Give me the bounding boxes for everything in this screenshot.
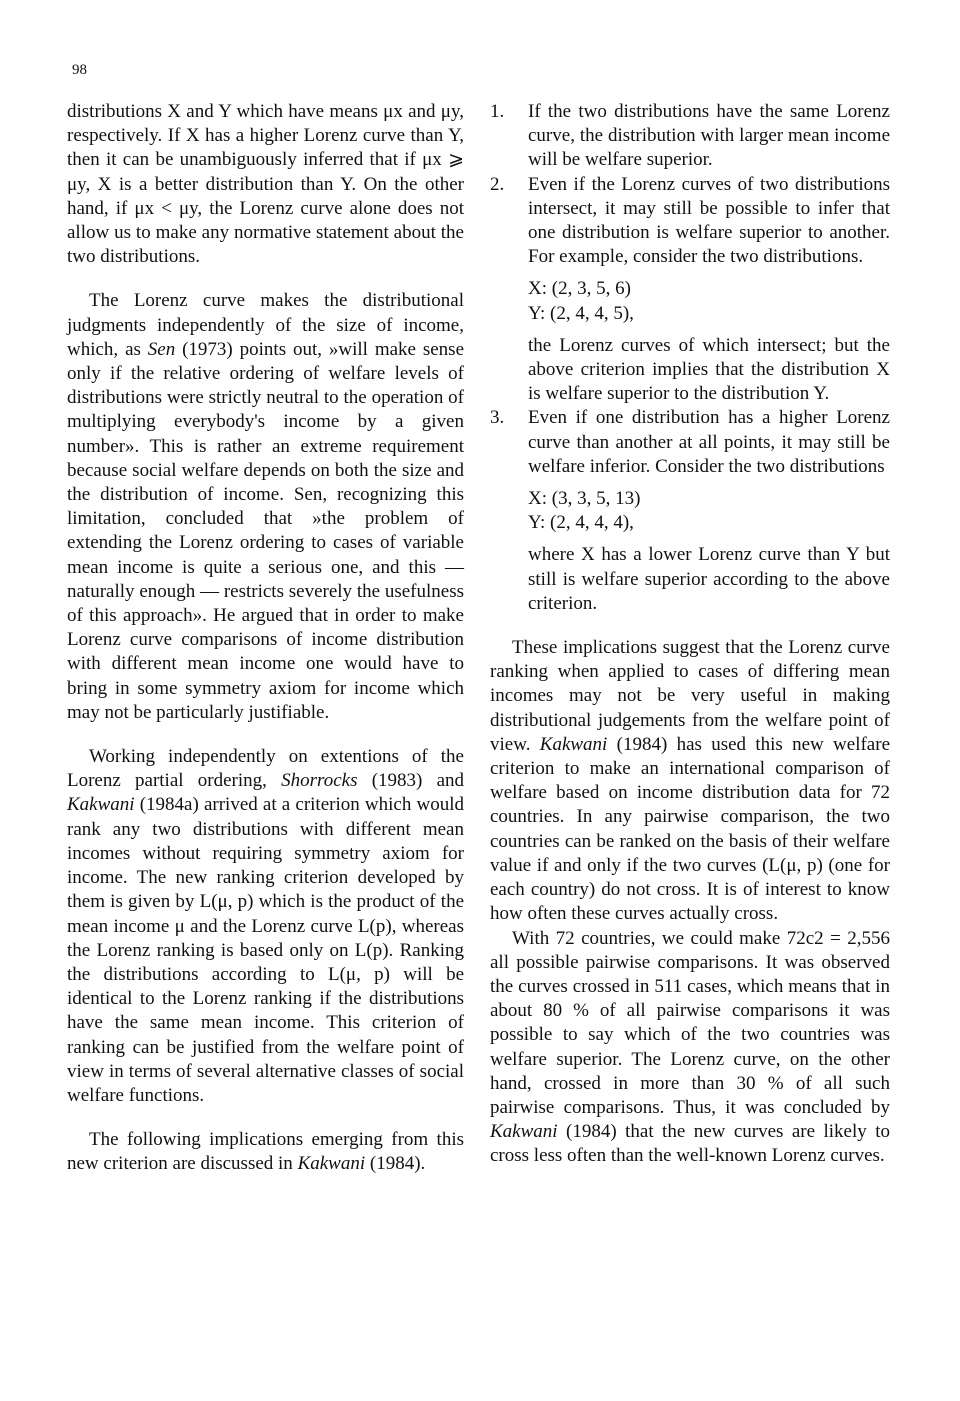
paragraph-6 (490, 927, 890, 1169)
paragraph-2 (67, 289, 464, 725)
distribution-x: X: (2, 3, 5, 6) (528, 278, 631, 300)
paragraph-6-text-b: (1984) that the new curves are likely to cross less often than the well-known Lorenz curves. (490, 1121, 890, 1167)
paragraph-2-text-b: (1973) points out, »will make sense only if the relative ordering of welfare levels of distributions were strictly neutral to the operation of multiplying everybody's income by a given number». This is rather an extreme requirement because social welfare depends on both the size and the distribution of income. Sen, recognizing this limitation, concluded that »the problem of extending the Lorenz ordering to cases of variable mean income is quite a serious one, and this — naturally enough — restricts severely the usefulness of this approach». He argued that in order to make Lorenz curve comparisons of income distribution with different mean income one would have to bring in some symmetry axiom for income which may not be particularly justifiable. (67, 338, 464, 723)
list-item-number: 1. (490, 101, 505, 122)
page-number: 98 (72, 62, 87, 78)
paragraph-4 (67, 1128, 464, 1176)
citation-kakwani-1984a: Kakwani (67, 794, 135, 816)
distribution-y: Y: (2, 4, 4, 4), (528, 512, 634, 534)
distribution-y: Y: (2, 4, 4, 5), (528, 302, 634, 324)
paragraph-3-text-b: (1983) and (357, 770, 464, 792)
paragraph-5 (490, 636, 890, 926)
list-item-number: 2. (490, 173, 505, 195)
paragraph-1: distributions X and Y which have means μx and μy, respectively. If X has a higher Lorenz curve than Y, then it can be unambiguously inferred that if μx ⩾ μy, X is a better distribution than Y. On the other hand, if μx < μy, the Lorenz curve alone does not allow us to make any normative statement about the two distributions. (67, 101, 464, 268)
list-item-text: If the two distributions have the same Lorenz curve, the distribution with larger mean income will be welfare superior. (528, 101, 890, 171)
paragraph-5-text-b: (1984) has used this new welfare criterion to make an international comparison of welfare based on income distribution data for 72 countries. In any pairwise comparison, the two countries can be ranked on the basis of their welfare value if and only if the two curves (L(μ, p) (one for each country) do not cross. It is of interest to know how often these curves actually cross. (490, 733, 891, 925)
implications-list (490, 100, 890, 616)
left-column (67, 100, 464, 1177)
paragraph-4-text-b: (1984). (365, 1153, 426, 1175)
citation-kakwani: Kakwani (539, 733, 608, 755)
citation-shorrocks: Shorrocks (281, 770, 358, 792)
list-item-continuation: the Lorenz curves of which intersect; but the above criterion implies that the distribution X is welfare superior to the distribution Y. (528, 334, 890, 405)
paragraph-3-text-c: (1984a) arrived at a criterion which would rank any two distributions with different mean incomes without requiring symmetry axiom for income. The new ranking criterion developed by them is given by L(μ, p) which is the product of the mean income μ and the Lorenz curve L(p), whereas the Lorenz ranking is based only on L(p). Ranking the distributions according to L(μ, p) will be identical to the Lorenz ranking if the distributions have the same mean income. This criterion of ranking can be justified from the welfare point of view in terms of several alternative classes of social welfare functions. (67, 794, 464, 1106)
list-item-text: Even if the Lorenz curves of two distributions intersect, it may still be possible to infer that one distribution is welfare superior to another. For example, consider the two distributions. (528, 173, 890, 268)
citation-kakwani-1984: Kakwani (297, 1153, 366, 1175)
list-item-number: 3. (490, 407, 505, 429)
list-item (490, 100, 890, 173)
list-item (490, 173, 890, 407)
paragraph-2-text-a: The Lorenz curve makes the distributional judgments independently of the size of income, which, as (67, 290, 464, 360)
citation-sen: Sen (147, 338, 176, 360)
list-item-continuation: where X has a lower Lorenz curve than Y but still is welfare superior according to the above criterion. (528, 544, 890, 614)
citation-kakwani: Kakwani (490, 1121, 558, 1143)
paragraph-4-text-a: The following implications emerging from this new criterion are discussed in (67, 1129, 464, 1175)
paragraph-3 (67, 745, 464, 1108)
distribution-x: X: (3, 3, 5, 13) (528, 488, 641, 510)
list-item-text: Even if one distribution has a higher Lorenz curve than another at all points, it may still be welfare inferior. Consider the two distributions (528, 407, 890, 477)
list-item (490, 406, 890, 616)
paragraph-5-text-a: These implications suggest that the Lorenz curve ranking when applied to cases of differing mean incomes may not be very useful in making distributional judgements from the welfare point of view. (490, 637, 890, 755)
paragraph-3-text-a: Working independently on extentions of the Lorenz partial ordering, (67, 746, 464, 792)
paragraph-6-text-a: With 72 countries, we could make 72c2 = 2,556 all possible pairwise comparisons. It was observed the curves crossed in 511 cases, which means that in about 80 % of all pairwise comparisons it was possible to say which of the two countries was welfare superior. The Lorenz curve, on the other hand, crossed in more than 30 % of all such pairwise comparisons. Thus, it was concluded by (490, 927, 890, 1118)
right-column (490, 100, 890, 1169)
